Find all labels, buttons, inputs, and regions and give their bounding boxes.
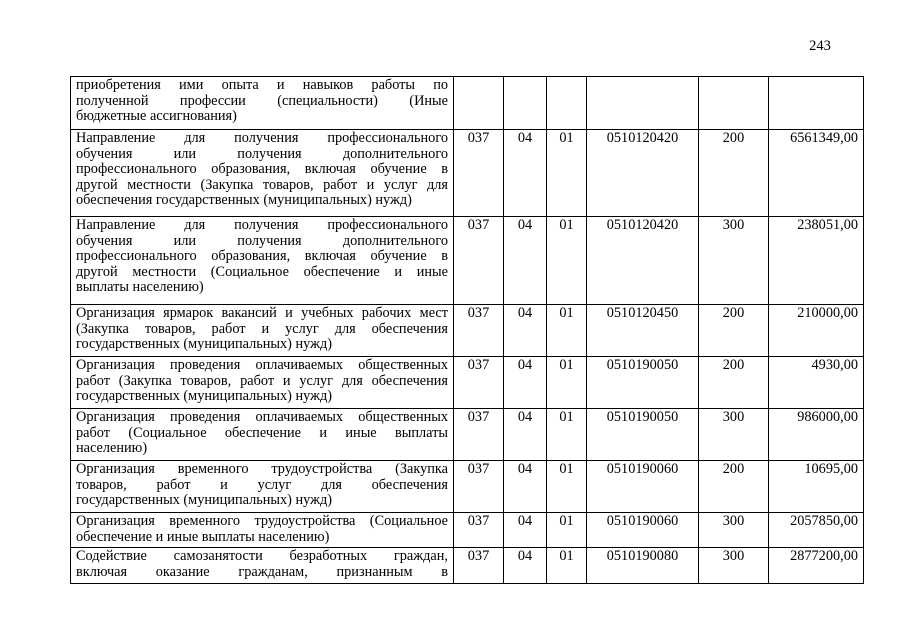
description-line: Направление для получения профессионального — [76, 130, 448, 146]
ministry-code: 037 — [454, 409, 504, 461]
row-description — [71, 461, 454, 513]
amount: 10695,00 — [769, 461, 864, 513]
description-line: включая оказание гражданам, признанным в — [76, 563, 448, 580]
description-line: (Закупка товаров, работ и услуг для обеспечения — [76, 320, 448, 337]
description-line: Организация проведения оплачиваемых общественных — [76, 357, 448, 373]
row-description — [71, 130, 454, 217]
target-article-code: 0510120450 — [587, 305, 699, 357]
description-line: государственных (муниципальных) нужд) — [76, 388, 333, 405]
description-line: полученной профессии (специальности) (Иные — [76, 92, 448, 109]
description-line: Организация временного трудоустройства (Социальное — [76, 513, 448, 529]
table-row — [71, 357, 864, 409]
subsection-code: 01 — [547, 409, 587, 461]
amount: 4930,00 — [769, 357, 864, 409]
amount: 210000,00 — [769, 305, 864, 357]
row-description — [71, 513, 454, 548]
table-row — [71, 130, 864, 217]
section-code: 04 — [504, 409, 547, 461]
description-line: профессионального образования, включая обучение в — [76, 248, 448, 265]
row-description — [71, 548, 454, 584]
expense-type-code: 200 — [699, 357, 769, 409]
row-description — [71, 357, 454, 409]
subsection-code: 01 — [547, 461, 587, 513]
expense-type-code: 300 — [699, 513, 769, 548]
target-article-code — [587, 77, 699, 130]
description-line: Содействие самозанятости безработных граждан, — [76, 548, 448, 564]
table-row — [71, 461, 864, 513]
row-description — [71, 77, 454, 130]
expense-type-code: 200 — [699, 461, 769, 513]
description-line: обучения или получения дополнительного — [76, 145, 448, 162]
description-line: обеспечение и иные выплаты населению) — [76, 528, 330, 545]
expense-type-code — [699, 77, 769, 130]
target-article-code: 0510190050 — [587, 409, 699, 461]
subsection-code: 01 — [547, 305, 587, 357]
section-code: 04 — [504, 217, 547, 305]
amount: 2877200,00 — [769, 548, 864, 584]
subsection-code: 01 — [547, 548, 587, 584]
description-line: другой местности (Социальное обеспечение и иные — [76, 263, 448, 280]
subsection-code: 01 — [547, 513, 587, 548]
ministry-code: 037 — [454, 513, 504, 548]
expense-type-code: 200 — [699, 130, 769, 217]
target-article-code: 0510190050 — [587, 357, 699, 409]
section-code: 04 — [504, 461, 547, 513]
description-line: выплаты населению) — [76, 279, 204, 296]
row-description — [71, 217, 454, 305]
target-article-code: 0510190080 — [587, 548, 699, 584]
amount: 238051,00 — [769, 217, 864, 305]
section-code: 04 — [504, 357, 547, 409]
ministry-code: 037 — [454, 130, 504, 217]
description-line: Организация временного трудоустройства (Закупка — [76, 461, 448, 477]
ministry-code: 037 — [454, 217, 504, 305]
expense-type-code: 200 — [699, 305, 769, 357]
description-line: Организация ярмарок вакансий и учебных рабочих мест — [76, 305, 448, 321]
expense-type-code: 300 — [699, 548, 769, 584]
subsection-code: 01 — [547, 357, 587, 409]
description-line: Направление для получения профессионального — [76, 217, 448, 233]
subsection-code — [547, 77, 587, 130]
expense-type-code: 300 — [699, 217, 769, 305]
amount: 2057850,00 — [769, 513, 864, 548]
ministry-code — [454, 77, 504, 130]
description-line: другой местности (Закупка товаров, работ и услуг для — [76, 176, 448, 193]
description-line: государственных (муниципальных) нужд) — [76, 336, 333, 353]
page-number: 243 — [809, 38, 831, 54]
row-description — [71, 305, 454, 357]
table-row — [71, 305, 864, 357]
description-line: государственных (муниципальных) нужд) — [76, 492, 333, 509]
target-article-code: 0510120420 — [587, 130, 699, 217]
ministry-code: 037 — [454, 305, 504, 357]
row-description — [71, 409, 454, 461]
section-code — [504, 77, 547, 130]
section-code: 04 — [504, 130, 547, 217]
amount — [769, 77, 864, 130]
target-article-code: 0510120420 — [587, 217, 699, 305]
table-row — [71, 409, 864, 461]
description-line: населению) — [76, 440, 148, 457]
amount: 986000,00 — [769, 409, 864, 461]
table-row — [71, 548, 864, 584]
description-line: Организация проведения оплачиваемых общественных — [76, 409, 448, 425]
ministry-code: 037 — [454, 357, 504, 409]
ministry-code: 037 — [454, 461, 504, 513]
budget-table — [70, 76, 864, 584]
description-line: работ (Социальное обеспечение и иные выплаты — [76, 424, 448, 441]
description-line: обеспечения государственных (муниципальных) нужд) — [76, 192, 412, 209]
table-row — [71, 513, 864, 548]
description-line: товаров, работ и услуг для обеспечения — [76, 476, 448, 493]
description-line: бюджетные ассигнования) — [76, 108, 237, 125]
description-line: работ (Закупка товаров, работ и услуг для обеспечения — [76, 372, 448, 389]
target-article-code: 0510190060 — [587, 513, 699, 548]
table-row — [71, 217, 864, 305]
description-line: приобретения ими опыта и навыков работы по — [76, 77, 448, 93]
subsection-code: 01 — [547, 130, 587, 217]
section-code: 04 — [504, 548, 547, 584]
ministry-code: 037 — [454, 548, 504, 584]
section-code: 04 — [504, 513, 547, 548]
table-body — [71, 77, 864, 584]
amount: 6561349,00 — [769, 130, 864, 217]
target-article-code: 0510190060 — [587, 461, 699, 513]
expense-type-code: 300 — [699, 409, 769, 461]
section-code: 04 — [504, 305, 547, 357]
description-line: обучения или получения дополнительного — [76, 232, 448, 249]
table-row — [71, 77, 864, 130]
subsection-code: 01 — [547, 217, 587, 305]
description-line: профессионального образования, включая обучение в — [76, 161, 448, 178]
